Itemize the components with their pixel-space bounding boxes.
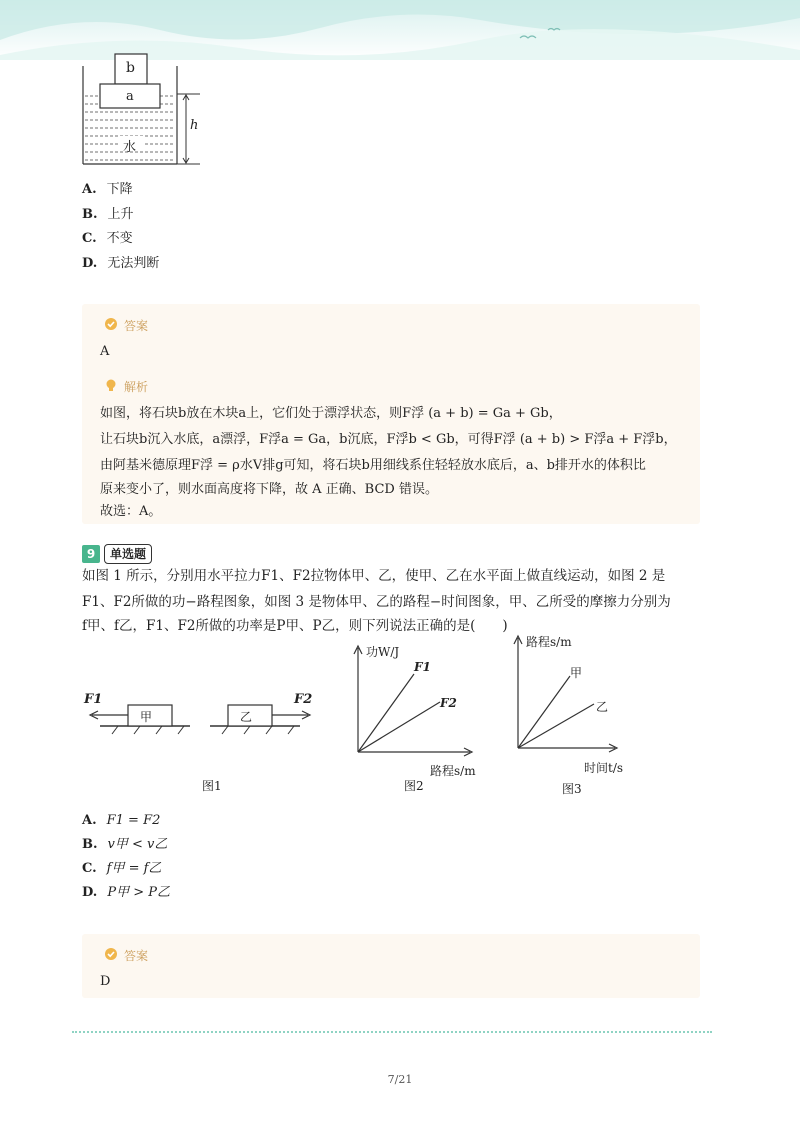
answer-label: 答案 [124,319,149,333]
question-number: 9 [82,545,100,563]
fig1-f2-label: F2 [294,692,313,707]
option-b: B. 上升 [82,207,134,222]
answer-text: A [100,344,110,359]
analysis-line-4: 原来变小了，则水面高度将下降，故 A 正确、BCD 错误。 [100,482,438,497]
block-a-label: a [126,89,134,104]
fig1-caption: 图1 [202,779,222,793]
figure-2-work-distance-graph [340,640,480,760]
analysis-line-2: 让石块b沉入水底，a漂浮，F浮a = Ga，b沉底，F浮b < Gb，可得F浮 (a + b) > F浮a + F浮b， [100,432,677,447]
lightbulb-icon [104,378,118,392]
floating-block-figure [80,52,210,170]
fig3-line-jia: 甲 [570,666,583,680]
fig2-line-f1: F1 [414,660,431,674]
block-b-label: b [126,60,135,76]
answer-analysis-box [82,304,700,524]
q9-answer-box [82,934,700,998]
header-banner [0,0,800,60]
q9-option-d: D. P甲 > P乙 [82,885,170,900]
height-label: h [190,118,199,133]
option-d: D. 无法判断 [82,256,160,271]
q9-option-a: A. F1 = F2 [82,813,161,828]
q9-option-c: C. f甲 = f乙 [82,861,162,876]
check-badge-icon [104,317,118,331]
analysis-label: 解析 [124,380,149,394]
fig1-f1-label: F1 [84,692,103,707]
analysis-line-3: 由阿基米德原理F浮 = ρ水V排g可知，将石块b用细线系住轻轻放水底后，a、b排开水的体积比 [100,458,646,473]
fig3-caption: 图3 [562,782,582,796]
q9-answer-text: D [100,974,111,989]
q9-option-b: B. v甲 < v乙 [82,837,168,852]
question-stem-line-1: 如图 1 所示，分别用水平拉力F1、F2拉物体甲、乙，使甲、乙在水平面上做直线运动，如图 2 是 [82,568,666,584]
question-stem-line-2: F1、F2所做的功−路程图象，如图 3 是物体甲、乙的路程−时间图象，甲、乙所受的摩擦力分别为 [82,594,671,610]
fig1-block-yi: 乙 [240,710,253,724]
water-label: 水 [123,140,137,155]
check-badge-icon [104,947,118,961]
footer-divider [72,1031,712,1033]
fig2-line-f2: F2 [440,696,457,710]
question-stem-line-3: f甲、f乙，F1、F2所做的功率是P甲、P乙，则下列说法正确的是( ) [82,618,508,634]
option-a: A. 下降 [82,182,133,197]
q9-answer-label: 答案 [124,949,149,963]
fig3-ylabel: 路程s/m [526,635,572,649]
fig2-ylabel: 功W/J [366,645,400,659]
fig3-line-yi: 乙 [596,700,609,714]
question-type-badge: 单选题 [104,544,152,564]
fig1-block-jia: 甲 [140,710,153,724]
analysis-line-5: 故选：A。 [100,504,162,519]
fig2-xlabel: 路程s/m [430,764,476,778]
option-c: C. 不变 [82,231,133,246]
fig3-xlabel: 时间t/s [584,761,624,775]
figure-1-diagram [80,680,320,740]
analysis-line-1: 如图，将石块b放在木块a上，它们处于漂浮状态，则F浮 (a + b) = Ga + Gb， [100,406,562,421]
page-number: 7/21 [387,1073,413,1086]
fig2-caption: 图2 [404,779,424,793]
